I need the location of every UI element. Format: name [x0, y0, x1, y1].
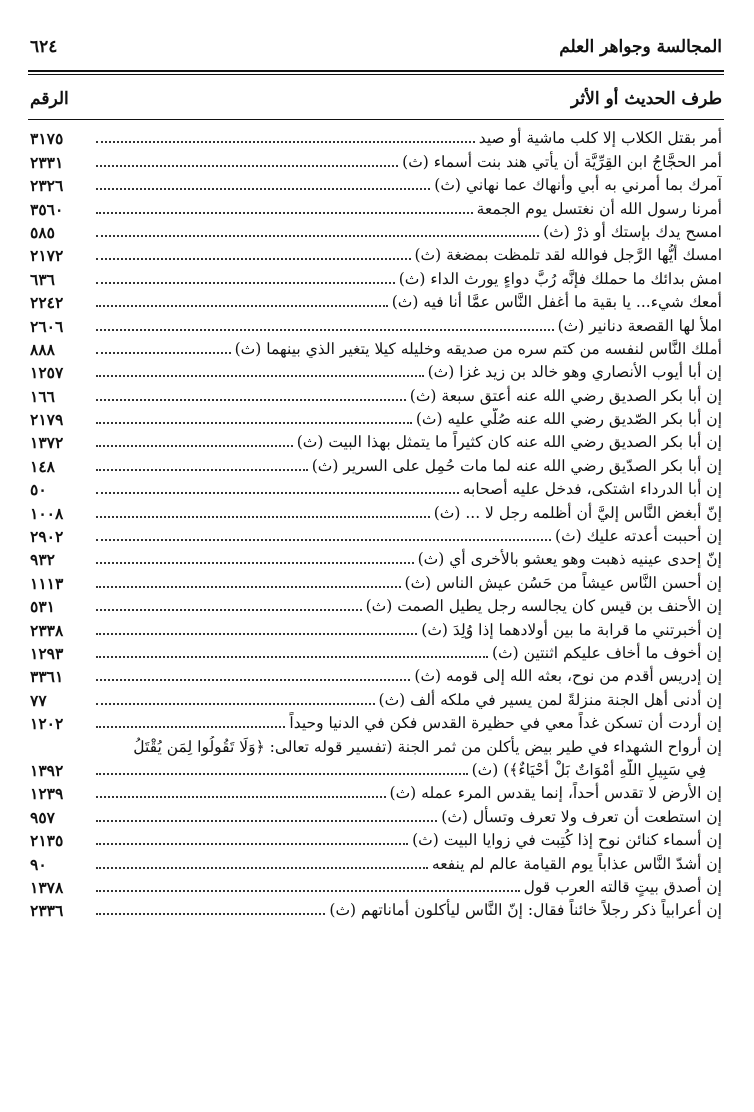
- index-entry-row: [30, 548, 722, 571]
- index-entry-row: [30, 501, 722, 524]
- index-entry-row: [30, 221, 722, 244]
- dot-leader: [96, 820, 437, 822]
- entry-number: ٢٦٠٦: [30, 316, 64, 336]
- index-entry-row: [30, 712, 722, 735]
- index-entry-row: [30, 338, 722, 361]
- entry-text: إن استطعت أن تعرف ولا تعرف وتسأل (ث): [441, 807, 722, 826]
- dot-leader: [96, 235, 539, 237]
- entry-number: ٥٠: [30, 480, 47, 500]
- header-rule: [28, 70, 724, 72]
- index-entries: [30, 127, 722, 922]
- dot-leader: [96, 867, 428, 869]
- entry-text: إن أصدق بيتٍ قالته العرب قول: [523, 877, 722, 896]
- entry-text: إن الأحنف بن قيس كان يجالسه رجل يطيل الصمت (ث): [365, 597, 722, 616]
- dot-leader: [96, 469, 308, 471]
- index-entry-row: [30, 735, 722, 758]
- index-entry-row: [30, 688, 722, 711]
- index-entry-row: [30, 127, 722, 150]
- entry-text: إن أحببت أعدته عليك (ث): [555, 527, 722, 546]
- dot-leader: [96, 188, 430, 190]
- entry-number: ٦٣٦: [30, 269, 55, 289]
- index-entry-row: [30, 361, 722, 384]
- dot-leader: [96, 165, 398, 167]
- dot-leader: [96, 913, 325, 915]
- index-entry-row: [30, 384, 722, 407]
- entry-number: ٩٣٢: [30, 550, 55, 570]
- entry-text: فِي سَبِيلِ اللَّهِ أَمْوَاتٌ بَلْ أَحْيَاءٌ﴾) (ث): [471, 760, 706, 779]
- entry-text: امسح يدك بإستك أو ذرْ (ث): [543, 222, 722, 241]
- entry-text: إن إدريس أقدم من نوح، بعثه الله إلى قومه (ث): [414, 667, 722, 686]
- entry-text: إن أبا بكر الصّديق رضي الله عنه صُلّي عليه (ث): [415, 410, 722, 429]
- dot-leader: [96, 609, 362, 611]
- entry-number: ١٢٥٧: [30, 363, 64, 383]
- entry-number: ١٢٣٩: [30, 784, 64, 804]
- entry-text: أمرنا رسول الله أن نغتسل يوم الجمعة: [476, 199, 722, 218]
- index-entry-row: [30, 618, 722, 641]
- index-entry-row: [30, 665, 722, 688]
- entry-text: إن أدنى أهل الجنة منزلةً لمن يسير في ملكه ألف (ث): [378, 690, 722, 709]
- index-entry-row: [30, 805, 722, 828]
- entry-number: ٩٥٧: [30, 807, 55, 827]
- index-entry-row: [30, 852, 722, 875]
- entry-text: امسك أيُّها الرَّجل فوالله لقد تلمظت بمضغة (ث): [414, 246, 722, 265]
- dot-leader: [96, 703, 375, 705]
- entry-text: إن أشدّ النَّاس عذاباً يوم القيامة عالم لم ينفعه: [431, 854, 722, 873]
- index-entry-row: [30, 244, 722, 267]
- entry-number: ٧٧: [30, 690, 47, 710]
- header-rule-thin: [28, 74, 724, 75]
- index-entry-row: [30, 197, 722, 220]
- entry-number: ١٣٧٨: [30, 877, 64, 897]
- entry-number: ١٦٦: [30, 386, 55, 406]
- dot-leader: [96, 375, 424, 377]
- entry-text: إن أبا الدرداء اشتكى، فدخل عليه أصحابه: [462, 480, 722, 499]
- entry-text: إن أعرابياً ذكر رجلاً خائناً فقال: إنّ النَّاس ليأكلون أماناتهم (ث): [329, 901, 722, 920]
- entry-text: آمرك بما أمرني به أبي وأنهاك عما نهاني (ث): [434, 176, 722, 195]
- dot-leader: [96, 890, 520, 892]
- entry-text: أمعك شيء... يا بقية ما أغفل النَّاس عمَّا أنا فيه (ث): [391, 293, 722, 312]
- entry-number: ١١١٣: [30, 573, 64, 593]
- entry-text: أمر الحجَّاجُ ابن القِرِّيَّة أن يأتي هند بنت أسماء (ث): [402, 152, 722, 171]
- dot-leader: [96, 329, 554, 331]
- entry-number: ٥٣١: [30, 597, 55, 617]
- index-entry-row: [30, 478, 722, 501]
- column-text-heading: طرف الحديث أو الأثر: [571, 89, 722, 109]
- entry-number: ١٢٩٣: [30, 643, 64, 663]
- entry-number: ٣٥٦٠: [30, 199, 64, 219]
- entry-text: امش بدائك ما حملك فإنَّه رُبَّ دواءٍ يورث الداء (ث): [398, 269, 722, 288]
- entry-number: ٢١٧٩: [30, 410, 64, 430]
- entry-text: إن الأرض لا تقدس أحداً، إنما يقدس المرء عمله (ث): [389, 784, 722, 803]
- entry-text: إنّ إحدى عينيه ذهبت وهو يعشو بالأخرى أي (ث): [417, 550, 722, 569]
- entry-number: ١٠٠٨: [30, 503, 64, 523]
- index-entry-row: [30, 408, 722, 431]
- dot-leader: [96, 516, 430, 518]
- entry-number: ٢٣٣٨: [30, 620, 64, 640]
- entry-text: إن أخوف ما أخاف عليكم اثنتين (ث): [492, 643, 722, 662]
- entry-number: ٣١٧٥: [30, 129, 64, 149]
- dot-leader: [96, 796, 386, 798]
- index-entry-row: [30, 174, 722, 197]
- entry-number: ٣٣٦١: [30, 667, 64, 687]
- dot-leader: [96, 305, 388, 307]
- entry-number: ٢١٣٥: [30, 831, 64, 851]
- entry-number: ٢٣٣١: [30, 152, 64, 172]
- dot-leader: [96, 586, 401, 588]
- page-number: ٦٢٤: [30, 37, 58, 57]
- index-entry-row: [30, 782, 722, 805]
- index-entry-row: [30, 454, 722, 477]
- entry-text: إن أردت أن تسكن غداً معي في حظيرة القدس فكن في الدنيا وحيداً: [289, 714, 722, 733]
- dot-leader: [96, 399, 406, 401]
- entry-text: إن أبا بكر الصديق رضي الله عنه كان كثيراً ما يتمثل بهذا البيت (ث): [296, 433, 722, 452]
- entry-text: إن أحسن النَّاس عيشاً من حَسُن عيش الناس (ث): [404, 573, 722, 592]
- dot-leader: [96, 422, 412, 424]
- entry-text: إن أبا بكر الصديق رضي الله عنه أعتق سبعة (ث): [409, 386, 722, 405]
- index-entry-row: [30, 829, 722, 852]
- index-entry-row: [30, 267, 722, 290]
- dot-leader: [96, 258, 411, 260]
- entry-number: ١٤٨: [30, 456, 55, 476]
- index-entry-row: [30, 876, 722, 899]
- entry-number: ١٣٧٢: [30, 433, 64, 453]
- entry-number: ١٣٩٢: [30, 760, 64, 780]
- dot-leader: [96, 492, 459, 494]
- index-entry-row: [30, 595, 722, 618]
- entry-text: إن أخبرتني ما قرابة ما بين أولادهما إذا وُلِدَ (ث): [421, 620, 722, 639]
- index-entry-row: [30, 899, 722, 922]
- dot-leader: [96, 843, 408, 845]
- entry-number: ٥٨٥: [30, 222, 55, 242]
- dot-leader: [96, 141, 475, 143]
- entry-text: املأ لها القصعة دنانير (ث): [557, 316, 722, 335]
- entry-number: ٢١٧٢: [30, 246, 64, 266]
- entry-text: إن أبا أيوب الأنصاري وهو خالد بن زيد غزا (ث): [427, 363, 722, 382]
- dot-leader: [96, 562, 414, 564]
- entry-text: أمر بقتل الكلاب إلا كلب ماشية أو صيد: [478, 129, 722, 148]
- entry-number: ٩٠: [30, 854, 47, 874]
- dot-leader: [96, 726, 285, 728]
- entry-number: ٢٣٢٦: [30, 176, 64, 196]
- entry-number: ١٢٠٢: [30, 714, 64, 734]
- dot-leader: [96, 679, 410, 681]
- entry-number: ٨٨٨: [30, 339, 55, 359]
- index-entry-row: [30, 431, 722, 454]
- dot-leader: [96, 282, 395, 284]
- entry-text: إنّ أبغض النَّاس إليَّ أن أظلمه رجل لا ... (ث): [433, 503, 722, 522]
- entry-number: ٢٢٤٢: [30, 293, 64, 313]
- index-entry-row: [30, 571, 722, 594]
- dot-leader: [96, 539, 551, 541]
- book-title: المجالسة وجواهر العلم: [559, 37, 722, 57]
- index-entry-row: [30, 150, 722, 173]
- dot-leader: [96, 352, 231, 354]
- dot-leader: [96, 445, 293, 447]
- index-entry-row: [30, 525, 722, 548]
- dot-leader: [96, 633, 417, 635]
- entry-number: ٢٩٠٢: [30, 527, 64, 547]
- entry-text: إن أسماء كنائن نوح إذا كُتِبت في زوايا البيت (ث): [412, 831, 722, 850]
- dot-leader: [96, 212, 473, 214]
- page-header: [30, 30, 722, 64]
- column-number-heading: الرقم: [30, 89, 69, 109]
- index-entry-row: [30, 291, 722, 314]
- entry-text: إن أرواح الشهداء في طير بيض يأكلن من ثمر الجنة (تفسير قوله تعالى: ﴿وَلَا تَقُولُوا لِمَن يُقْتَلُ: [133, 737, 722, 756]
- index-entry-row: [30, 642, 722, 665]
- dot-leader: [96, 773, 468, 775]
- entry-text: إن أبا بكر الصدّيق رضي الله عنه لما مات حُمِل على السرير (ث): [311, 456, 722, 475]
- index-entry-row: [30, 314, 722, 337]
- index-entry-row: [30, 759, 722, 782]
- column-header-rule: [28, 119, 724, 120]
- entry-text: أملك النَّاس لنفسه من كتم سره من صديقه وخليله كيلا يتغير الذي بينهما (ث): [234, 339, 722, 358]
- column-headers: [30, 84, 722, 114]
- dot-leader: [96, 656, 488, 658]
- entry-number: ٢٣٣٦: [30, 901, 64, 921]
